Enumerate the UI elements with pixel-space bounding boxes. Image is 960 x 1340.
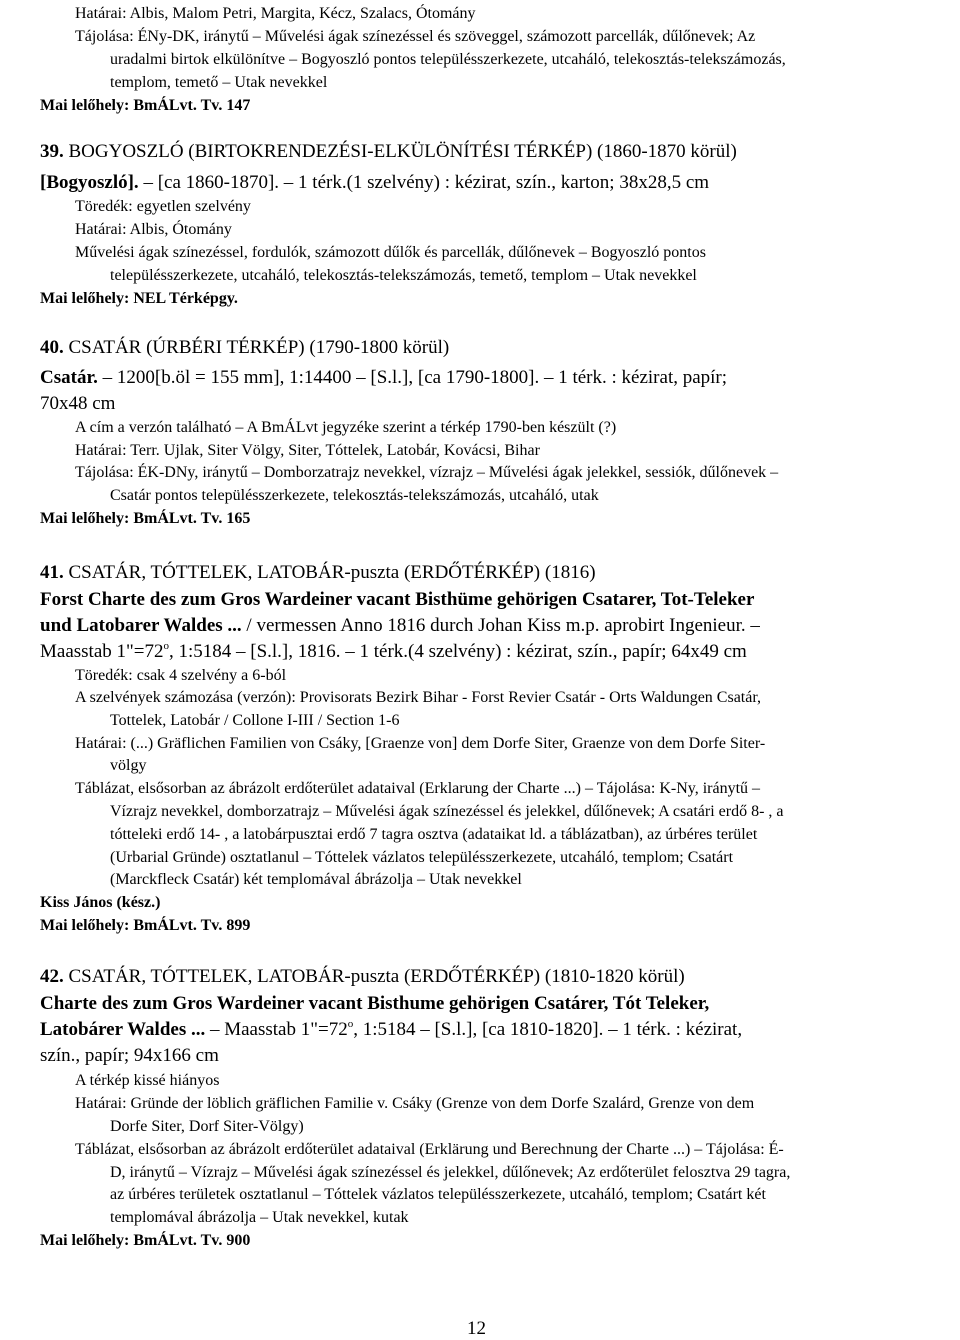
- note-line: (Urbarial Gründe) osztatlanul – Tóttelek vázlatos településszerkezete, utcaháló, templom; Csatárt: [110, 849, 734, 866]
- orientation-line: Tájolása: ÉNy-DK, iránytű – Művelési ágak színezéssel és szöveggel, számozott parcellák, dűlőnevek; Az: [75, 28, 756, 45]
- note-line: Határai: (...) Gräflichen Familien von Csáky, [Graenze von] dem Dorfe Siter, Graenze von dem Dorfe Siter-: [75, 735, 766, 752]
- note-line: Táblázat, elsősorban az ábrázolt erdőterület adataival (Erklarung der Charte ...) – Tájolása: K-Ny, iránytű –: [75, 780, 761, 797]
- map-title-end: Latobárer Waldes ...: [40, 1019, 206, 1040]
- entry-title: CSATÁR (ÚRBÉRI TÉRKÉP) (1790-1800 körül): [68, 337, 450, 358]
- entry-description: – [ca 1860-1870]. – 1 térk.(1 szelvény) : kézirat, szín., karton; 38x28,5 cm: [143, 172, 710, 193]
- entry-place: Csatár.: [40, 367, 98, 388]
- entry-number: 39.: [40, 141, 64, 162]
- entry-heading: [40, 338, 449, 357]
- note-line: Vízrajz nevekkel, domborzatrajz – Művelési ágak színezéssel és jelekkel, dűlőnevek; A csatári erdő 8- , a: [110, 803, 784, 820]
- note-line: Csatár pontos településszerkezete, telekosztás-telekszámozás, utcaháló, utak: [110, 487, 599, 504]
- location-line: Mai lelőhely: BmÁLvt. Tv. 147: [40, 97, 251, 114]
- entry-description: , 1:5184 – [S.l.], 1816. – 1 térk.(4 szelvény) : kézirat, szín., papír; 64x49 cm: [168, 641, 747, 662]
- note-line: Határai: Terr. Ujlak, Siter Völgy, Siter, Tóttelek, Latobár, Kovácsi, Bihar: [75, 442, 540, 459]
- note-line: A szelvények számozása (verzón): Provisorats Bezirk Bihar - Forst Revier Csatár - Orts Waldungen Csatár,: [75, 689, 762, 706]
- location-line: Mai lelőhely: BmÁLvt. Tv. 899: [40, 917, 251, 934]
- note-line: Határai: Albis, Ótomány: [75, 221, 232, 238]
- map-title: [40, 616, 760, 635]
- note-line: (Marckfleck Csatár) két templomával ábrázolja – Utak nevekkel: [110, 871, 522, 888]
- note-line: Művelési ágak színezéssel, fordulók, számozott dűlők és parcellák, dűlőnevek – Bogyoszló pontos: [75, 244, 706, 261]
- bibliographic-description: szín., papír; 94x166 cm: [40, 1045, 219, 1066]
- note-line: Táblázat, elsősorban az ábrázolt erdőterület adataival (Erklärung und Berechnung der Charte ...) – Tájolása: É-: [75, 1141, 784, 1158]
- note-line: Tájolása: ÉK-DNy, iránytű – Domborzatrajz nevekkel, vízrajz – Művelési ágak jelekkel, sessiók, dűlőnevek –: [75, 464, 779, 481]
- location-line: Mai lelőhely: NEL Térképgy.: [40, 290, 238, 307]
- page-number: 12: [467, 1318, 486, 1339]
- entry-heading: [40, 142, 737, 161]
- map-title-end: und Latobarer Waldes ...: [40, 615, 242, 636]
- note-line: Töredék: csak 4 szelvény a 6-ból: [75, 667, 287, 684]
- entry-heading: [40, 967, 685, 986]
- note-line: A cím a verzón található – A BmÁLvt jegyzéke szerint a térkép 1790-ben készült (?): [75, 419, 617, 436]
- note-line: Határai: Gründe der löblich gräflichen Familie v. Csáky (Grenze von dem Dorfe Szalárd, Grenze von dem: [75, 1095, 755, 1112]
- location-line: Mai lelőhely: BmÁLvt. Tv. 900: [40, 1232, 251, 1249]
- entry-number: 41.: [40, 562, 64, 583]
- scale: – Maasstab 1"=72: [209, 1019, 348, 1040]
- map-title: Forst Charte des zum Gros Wardeiner vacant Bisthüme gehörigen Csatarer, Tot-Teleker: [40, 589, 755, 610]
- bibliographic-description: 70x48 cm: [40, 393, 116, 414]
- description-line: uradalmi birtok elkülönítve – Bogyoszló pontos településszerkezete, utcaháló, telekosztás-telekszámozás,: [110, 51, 786, 68]
- note-line: Dorfe Siter, Dorf Siter-Völgy): [110, 1118, 304, 1135]
- author-line: Kiss János (kész.): [40, 894, 161, 911]
- map-title: [40, 1020, 742, 1039]
- entry-description: , 1:5184 – [S.l.], [ca 1810-1820]. – 1 térk. : kézirat,: [353, 1019, 743, 1040]
- scale: Maasstab 1"=72: [40, 641, 164, 662]
- note-line: Töredék: egyetlen szelvény: [75, 198, 251, 215]
- bibliographic-description: [40, 173, 709, 192]
- description-line: templom, temető – Utak nevekkel: [110, 74, 328, 91]
- bibliographic-description: [40, 642, 747, 661]
- boundaries-line: Határai: Albis, Malom Petri, Margita, Kécz, Szalacs, Ótomány: [75, 5, 476, 22]
- note-line: templomával ábrázolja – Utak nevekkel, kutak: [110, 1209, 409, 1226]
- note-line: völgy: [110, 757, 147, 774]
- entry-number: 42.: [40, 966, 64, 987]
- entry-place: [Bogyoszló].: [40, 172, 139, 193]
- location-line: Mai lelőhely: BmÁLvt. Tv. 165: [40, 510, 251, 527]
- entry-number: 40.: [40, 337, 64, 358]
- statement: / vermessen Anno 1816 durch Johan Kiss m.p. aprobirt Ingenieur. –: [246, 615, 760, 636]
- note-line: D, iránytű – Vízrajz – Művelési ágak színezéssel és jelekkel, dűlőnevek; Az erdőterület felosztva 29 tagra,: [110, 1164, 791, 1181]
- note-line: tótteleki erdő 14- , a latobárpusztai erdő 7 tagra osztva (adataikat ld. a táblázatban), az úrbéres terület: [110, 826, 758, 843]
- bibliographic-description: [40, 368, 727, 387]
- note-line: az úrbéres területek osztatlanul – Tóttelek vázlatos településszerkezete, utcaháló, templom; Csatárt két: [110, 1186, 766, 1203]
- entry-description: – 1200[b.öl = 155 mm], 1:14400 – [S.l.], [ca 1790-1800]. – 1 térk. : kézirat, papír;: [102, 367, 728, 388]
- entry-title: CSATÁR, TÓTTELEK, LATOBÁR-puszta (ERDŐTÉRKÉP) (1816): [68, 562, 596, 583]
- map-title: Charte des zum Gros Wardeiner vacant Bisthume gehörigen Csatárer, Tót Teleker,: [40, 993, 710, 1014]
- degree-mark: o: [347, 1018, 354, 1030]
- note-line: településszerkezete, utcaháló, telekosztás-telekszámozás, temető, templom – Utak nevekkel: [110, 267, 697, 284]
- degree-mark: o: [163, 640, 169, 652]
- entry-title: CSATÁR, TÓTTELEK, LATOBÁR-puszta (ERDŐTÉRKÉP) (1810-1820 körül): [68, 966, 685, 987]
- note-line: A térkép kissé hiányos: [75, 1072, 220, 1089]
- entry-heading: [40, 563, 596, 582]
- note-line: Tottelek, Latobár / Collone I-III / Section 1-6: [110, 712, 400, 729]
- entry-title: BOGYOSZLÓ (BIRTOKRENDEZÉSI-ELKÜLÖNÍTÉSI TÉRKÉP) (1860-1870 körül): [68, 141, 737, 162]
